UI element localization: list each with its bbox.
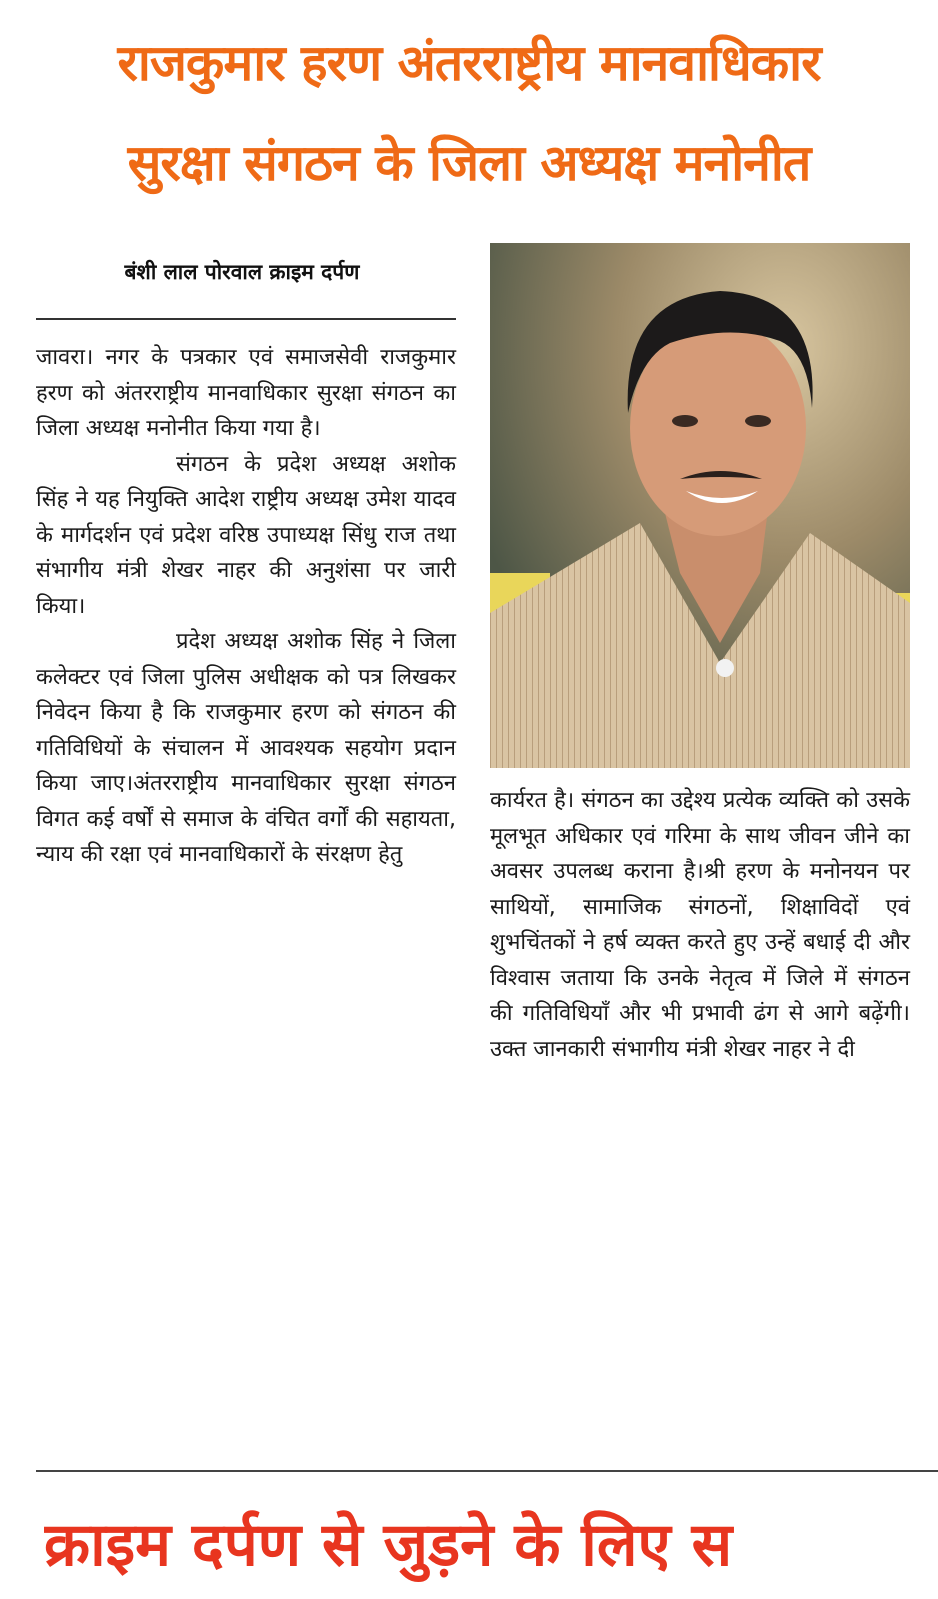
article-paragraph-1: जावरा। नगर के पत्रकार एवं समाजसेवी राजकुमार हरण को अंतरराष्ट्रीय मानवाधिकार सुरक्षा संगठन का जिला अध्यक्ष मनोनीत किया गया है। (36, 345, 456, 441)
byline: बंशी लाल पोरवाल क्राइम दर्पण (124, 260, 360, 284)
article-left-column (36, 340, 456, 873)
headline-line-2: सुरक्षा संगठन के जिला अध्यक्ष मनोनीत (127, 134, 811, 192)
article-paragraph-2: संगठन के प्रदेश अध्यक्ष अशोक सिंह ने यह नियुक्ति आदेश राष्ट्रीय अध्यक्ष उमेश यादव के मार्गदर्शन एवं प्रदेश वरिष्ठ उपाध्यक्ष सिंधु राज तथा संभागीय मंत्री शेखर नाहर की अनुशंसा पर जारी किया। (36, 451, 456, 619)
article-paragraph-3: प्रदेश अध्यक्ष अशोक सिंह ने जिला कलेक्टर एवं जिला पुलिस अधीक्षक को पत्र लिखकर निवेदन किया है कि राजकुमार हरण को संगठन की गतिविधियों के संचालन में आवश्यक सहयोग प्रदान किया जाए।अंतरराष्ट्रीय मानवाधिकार सुरक्षा संगठन विगत कई वर्षों से समाज के वंचित वर्गों की सहायता, न्याय की रक्षा एवं मानवाधिकारों के संरक्षण हेतु (36, 629, 456, 867)
footer-divider (36, 1470, 938, 1472)
byline-divider (36, 318, 456, 320)
portrait-photo (490, 243, 910, 768)
headline-line-1: राजकुमार हरण अंतरराष्ट्रीय मानवाधिकार (117, 34, 821, 92)
article-paragraph-4: कार्यरत है। संगठन का उद्देश्य प्रत्येक व्यक्ति को उसके मूलभूत अधिकार एवं गरिमा के साथ जीवन जीने का अवसर उपलब्ध कराना है।श्री हरण के मनोनयन पर साथियों, सामाजिक संगठनों, शिक्षाविदों एवं शुभचिंतकों ने हर्ष व्यक्त करते हुए उन्हें बधाई दी और विश्वास जताया कि उनके नेतृत्व में जिले में संगठन की गतिविधियाँ और भी प्रभावी ढंग से आगे बढ़ेंगी।उक्त जानकारी संभागीय मंत्री शेखर नाहर ने दी (490, 788, 910, 1062)
article-right-column (490, 783, 910, 1067)
footer-banner: क्राइम दर्पण से जुड़ने के लिए स (44, 1510, 733, 1580)
